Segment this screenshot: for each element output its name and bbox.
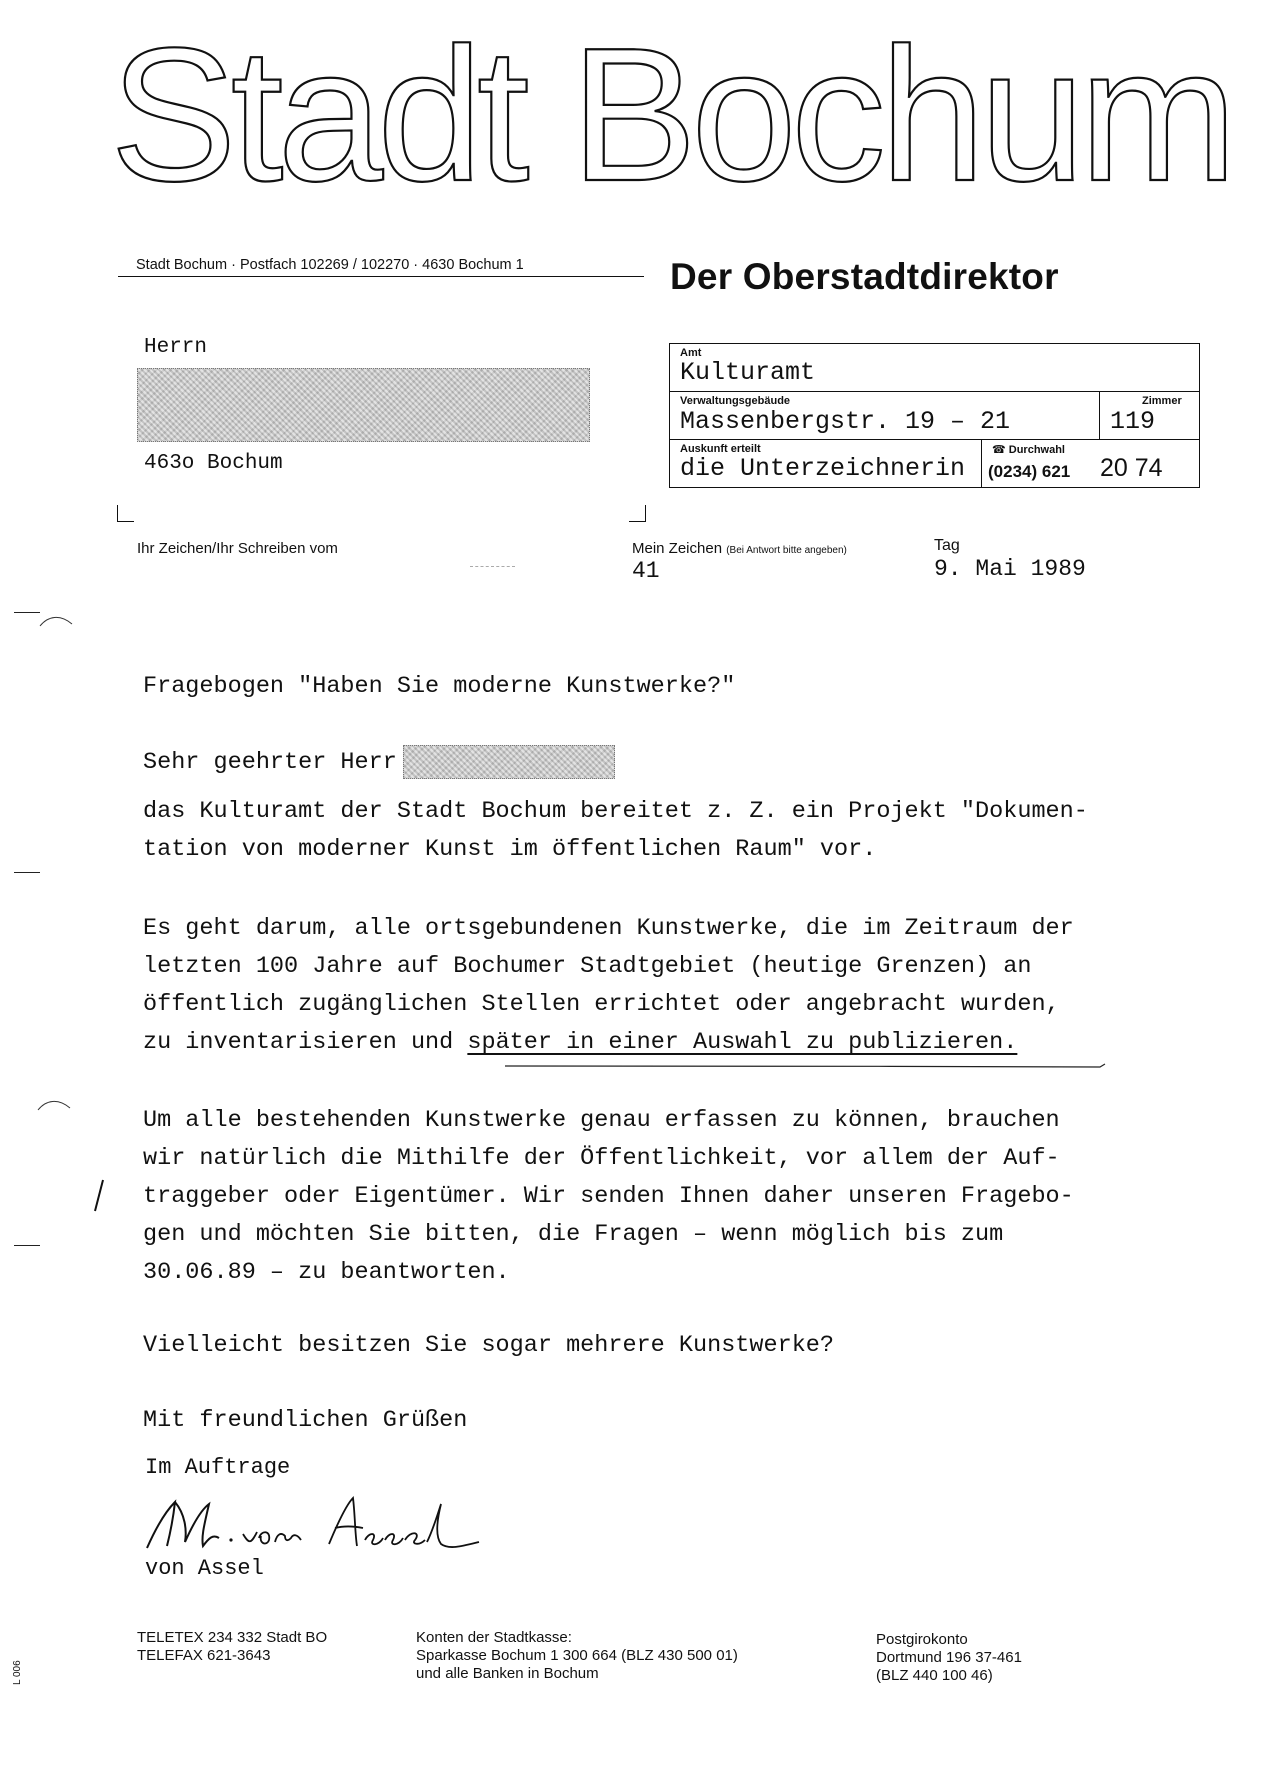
footer-line: Sparkasse Bochum 1 300 664 (BLZ 430 500 01) [416, 1647, 738, 1664]
closing-question: Vielleicht besitzen Sie sogar mehrere Kunstwerke? [143, 1332, 835, 1359]
on-behalf: Im Auftrage [145, 1455, 291, 1480]
your-reference-blank [470, 566, 515, 567]
salutation-name-redacted [403, 745, 615, 779]
recipient-name-redacted [137, 368, 590, 442]
stadt-bochum-logo [110, 28, 1270, 198]
text-line: traggeber oder Eigentümer. Wir senden Ihnen daher unseren Fragebo- [143, 1183, 1074, 1210]
window-corner-mark-left [117, 505, 134, 522]
footer-telecom [137, 1629, 327, 1665]
underlined-text: später in einer Auswahl zu publizieren. [467, 1029, 1018, 1056]
subject-line: Fragebogen "Haben Sie moderne Kunstwerke?" [143, 673, 736, 700]
fold-mark [14, 612, 40, 613]
return-address-rule [118, 276, 644, 277]
signer-name: von Assel [145, 1556, 264, 1581]
my-reference-note: (Bei Antwort bitte angeben) [726, 545, 847, 556]
text-line: letzten 100 Jahre auf Bochumer Stadtgebiet (heutige Grenzen) an [143, 953, 1032, 980]
letter-date: 9. Mai 1989 [934, 556, 1086, 582]
my-reference-value: 41 [632, 558, 660, 584]
form-code: L 006 [12, 1660, 23, 1685]
window-corner-mark-right [629, 505, 646, 522]
office-value: Kulturamt [680, 358, 816, 387]
phone-label: ☎ Durchwahl [992, 444, 1065, 456]
building-label: Verwaltungsgebäude [680, 395, 791, 407]
contact-cell [670, 440, 981, 488]
text-line: öffentlich zugänglichen Stellen errichtet oder angebracht wurden, [143, 991, 1060, 1018]
salutation-text: Sehr geehrter Herr [143, 749, 397, 776]
my-reference-label [632, 540, 847, 557]
info-box [669, 343, 1200, 488]
paragraph-purpose [143, 910, 1074, 1062]
text-line: wir natürlich die Mithilfe der Öffentlichkeit, vor allem der Auf- [143, 1145, 1060, 1172]
phone-cell [982, 440, 1200, 488]
contact-value: die Unterzeichnerin [680, 454, 966, 483]
paragraph-intro [143, 793, 1088, 869]
footer-line: (BLZ 440 100 46) [876, 1667, 993, 1684]
recipient-salutation: Herrn [144, 336, 208, 359]
footer-postgiro [876, 1631, 1022, 1685]
salutation [143, 744, 615, 782]
office-cell [670, 344, 1199, 392]
phone-extension: 20 74 [1100, 454, 1163, 482]
room-cell [1100, 392, 1200, 440]
logo-text: Stadt Bochum [110, 28, 1232, 198]
phone-prefix: (0234) 621 [988, 462, 1071, 481]
margin-arc [36, 1098, 72, 1112]
my-reference-label-text: Mein Zeichen [632, 540, 723, 557]
footer-line: Dortmund 196 37-461 [876, 1649, 1022, 1666]
your-reference-label: Ihr Zeichen/Ihr Schreiben vom [137, 540, 338, 557]
return-address: Stadt Bochum · Postfach 102269 / 102270 · 4630 Bochum 1 [136, 257, 524, 273]
margin-tick [92, 1178, 106, 1214]
text-line: Um alle bestehenden Kunstwerke genau erfassen zu können, brauchen [143, 1107, 1060, 1134]
room-label: Zimmer [1142, 395, 1182, 407]
margin-arc [38, 614, 74, 628]
footer-line: Postgirokonto [876, 1631, 968, 1648]
footer-line: Konten der Stadtkasse: [416, 1629, 572, 1646]
handwritten-signature [143, 1490, 493, 1560]
text-span: zu inventarisieren und [143, 1029, 468, 1056]
text-line [143, 1024, 1074, 1062]
footer-line: und alle Banken in Bochum [416, 1665, 599, 1682]
building-cell [670, 392, 1100, 440]
paragraph-request [143, 1102, 1074, 1292]
building-value: Massenbergstr. 19 – 21 [680, 407, 1011, 436]
department-title: Der Oberstadtdirektor [670, 256, 1059, 297]
date-label: Tag [934, 537, 960, 554]
fold-mark [14, 872, 40, 873]
punch-mark [14, 1245, 40, 1246]
text-line: Es geht darum, alle ortsgebundenen Kunstwerke, die im Zeitraum der [143, 915, 1074, 942]
text-line: tation von moderner Kunst im öffentlichen Raum" vor. [143, 836, 877, 863]
recipient-city: 463o Bochum [144, 452, 283, 475]
contact-label: Auskunft erteilt [680, 443, 761, 455]
footer-line: TELETEX 234 332 Stadt BO [137, 1629, 328, 1646]
room-value: 119 [1110, 407, 1156, 436]
text-line: 30.06.89 – zu beantworten. [143, 1259, 510, 1286]
text-line: das Kulturamt der Stadt Bochum bereitet z. Z. ein Projekt "Dokumen- [143, 798, 1088, 825]
text-line: gen und möchten Sie bitten, die Fragen – wenn möglich bis zum [143, 1221, 1004, 1248]
office-label: Amt [680, 347, 702, 359]
footer-bank-accounts [416, 1629, 738, 1683]
handwritten-underline [505, 1063, 1108, 1071]
footer-line: TELEFAX 621-3643 [137, 1647, 271, 1664]
closing: Mit freundlichen Grüßen [143, 1407, 468, 1434]
